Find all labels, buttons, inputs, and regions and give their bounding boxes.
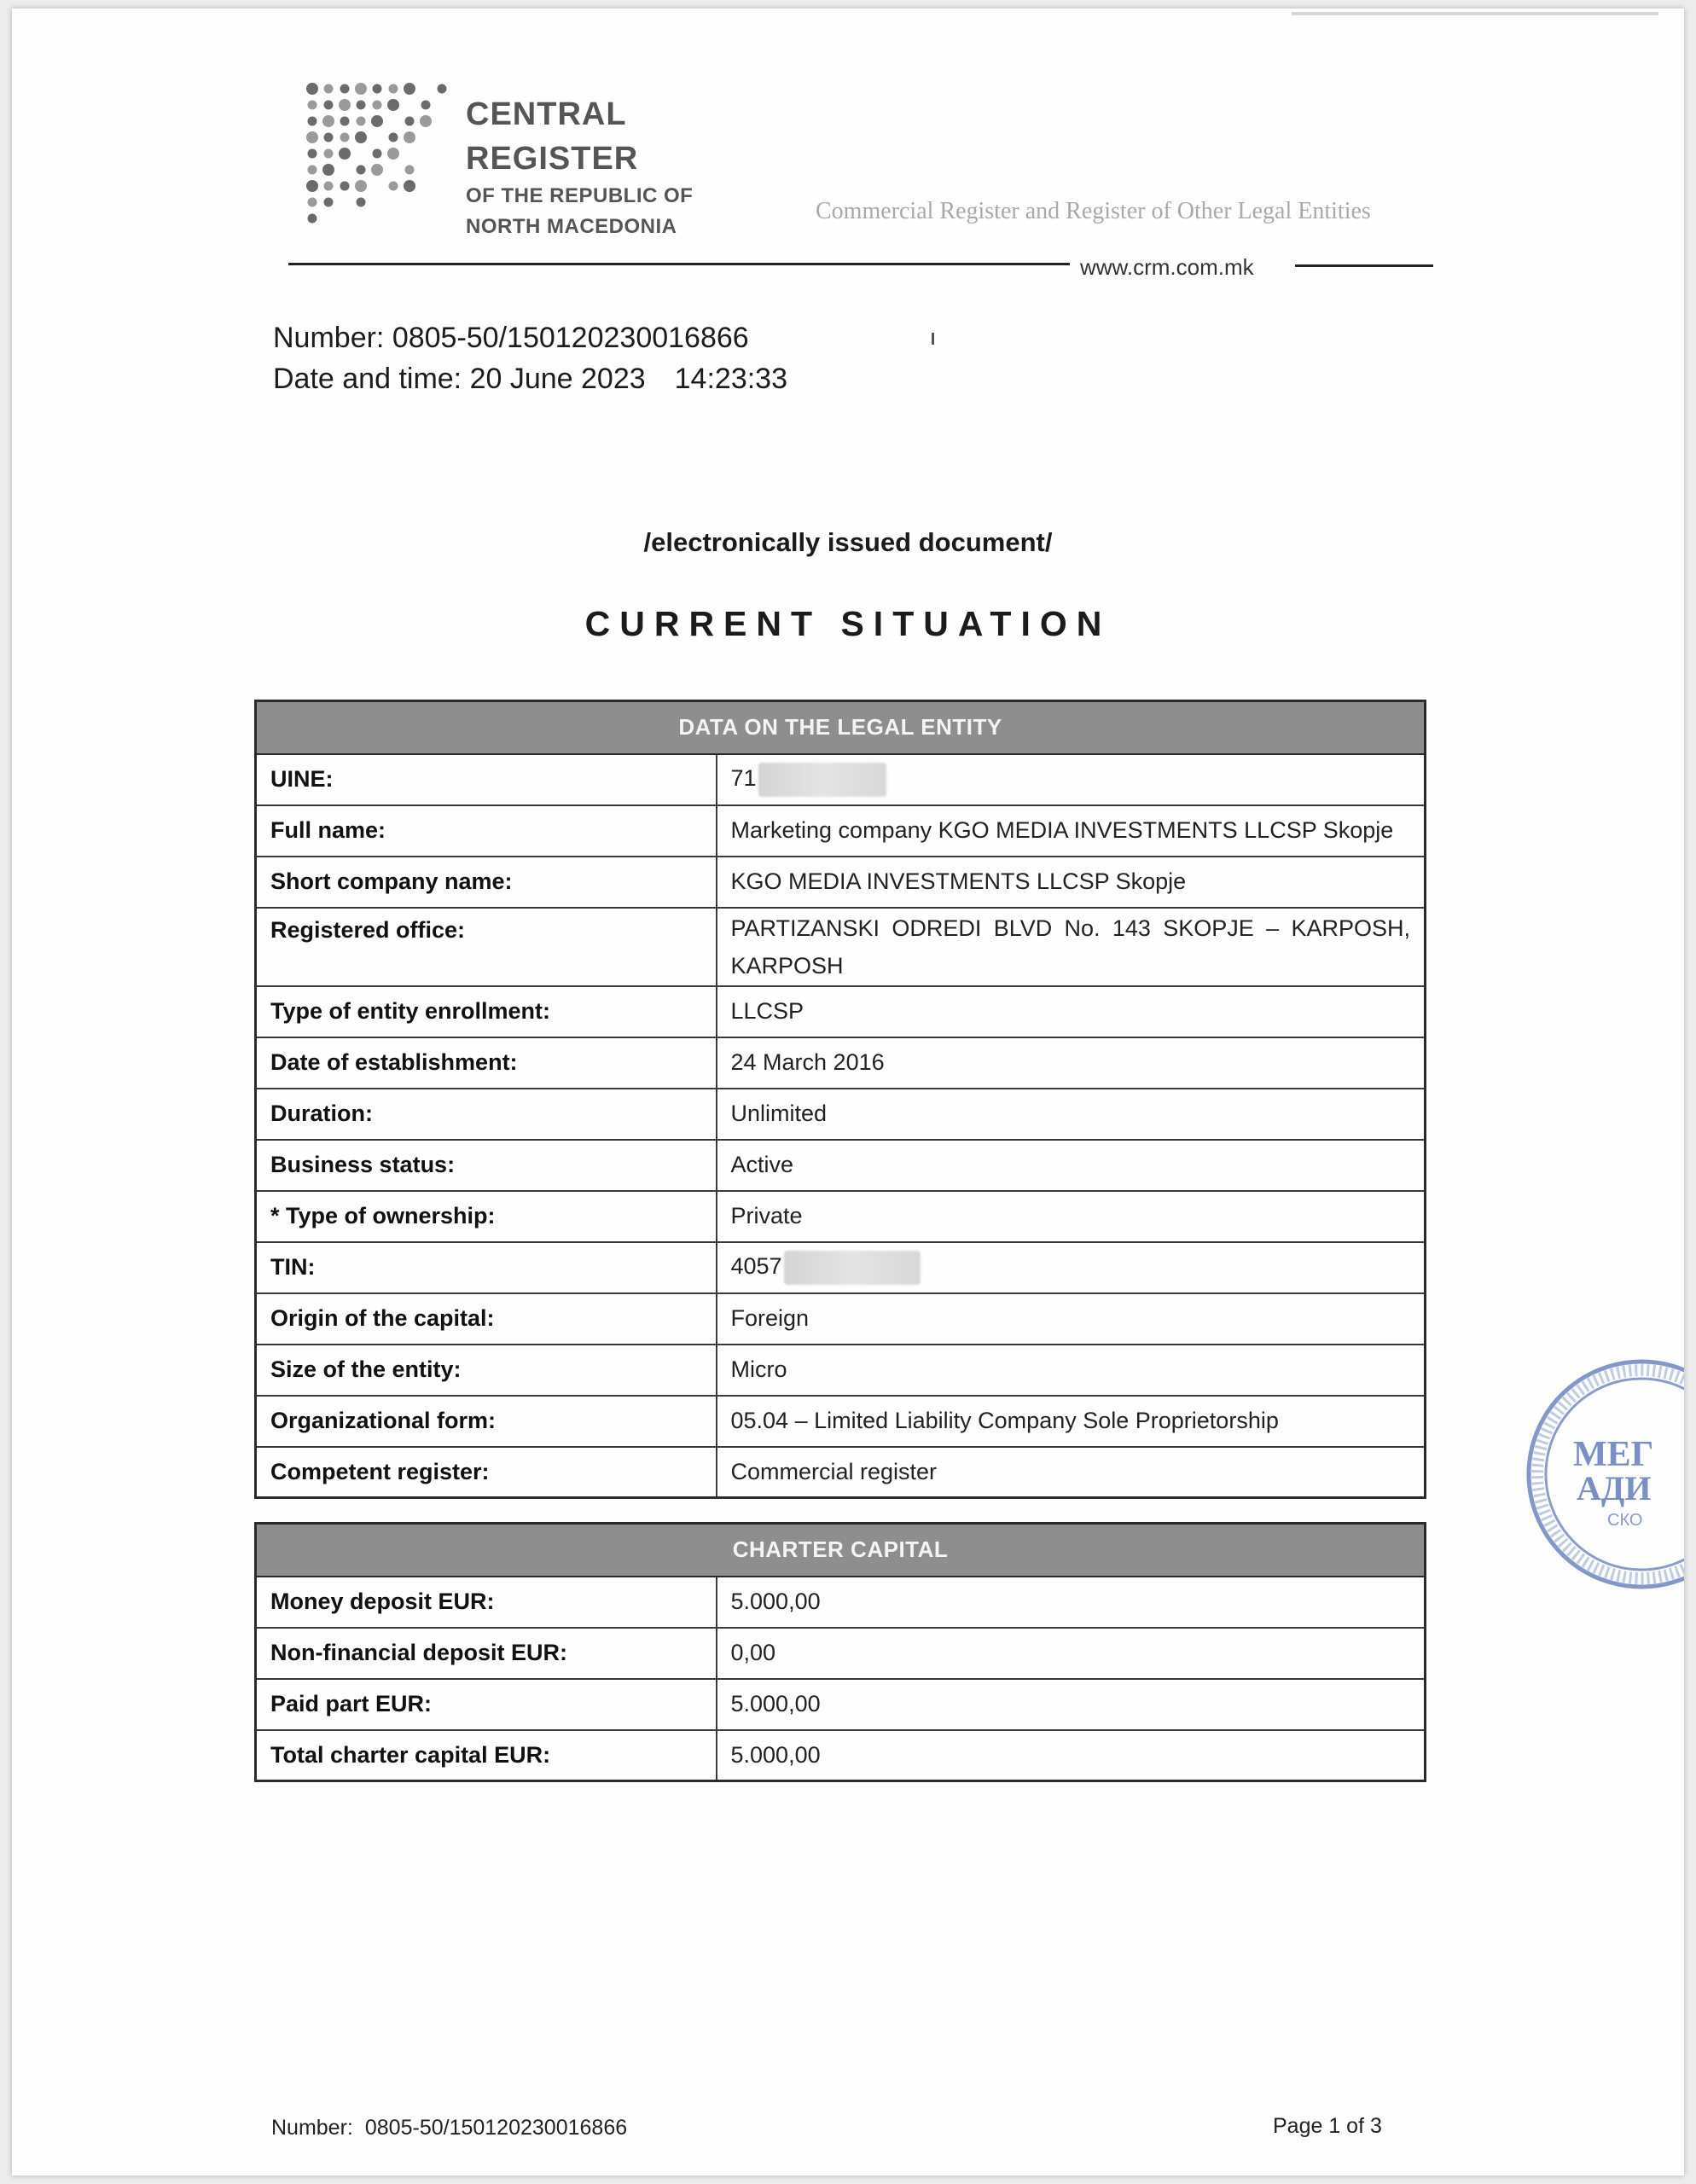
logo-dot: [357, 101, 366, 110]
table-row: [256, 754, 1426, 805]
logo-dot: [404, 180, 415, 192]
row-label: Duration:: [256, 1089, 717, 1140]
document-page: [12, 9, 1684, 2175]
legal-entity-table: [254, 700, 1426, 1499]
table-row: [256, 1345, 1426, 1396]
logo-dot: [308, 117, 317, 126]
logo-dot: [371, 115, 383, 127]
stamp-line-2: АДИ: [1577, 1469, 1652, 1507]
footer-number-label: Number:: [271, 2116, 353, 2140]
row-value: Active: [717, 1140, 1426, 1191]
row-value: Foreign: [717, 1293, 1426, 1345]
logo-dot: [324, 149, 334, 159]
row-value: Marketing company KGO MEDIA INVESTMENTS LLCSP Skopje: [717, 805, 1426, 857]
register-subtitle: Commercial Register and Register of Other Legal Entities: [816, 198, 1371, 224]
row-value: LLCSP: [717, 986, 1426, 1037]
redaction-blur: [758, 763, 886, 797]
logo-dot: [340, 117, 350, 126]
reference-datetime: [273, 358, 787, 399]
logo-dot: [404, 83, 415, 95]
logo-dot: [373, 101, 382, 110]
footer-number-value: 0805-50/150120230016866: [364, 2116, 628, 2140]
logo-dot: [405, 117, 415, 126]
logo-dot: [306, 180, 318, 192]
row-label: Origin of the capital:: [256, 1293, 717, 1345]
table-row: [256, 805, 1426, 857]
scan-edge-line: [1292, 12, 1658, 15]
stamp-line-3: СКО: [1607, 1511, 1643, 1530]
logo-dot: [389, 182, 398, 191]
footer-number: [271, 2116, 627, 2140]
row-value: 05.04 – Limited Liability Company Sole Proprietorship: [717, 1396, 1426, 1447]
row-label: Business status:: [256, 1140, 717, 1191]
row-label: Short company name:: [256, 857, 717, 908]
logo-dot: [389, 133, 398, 142]
table-row: [256, 1679, 1426, 1730]
logo-dot: [387, 99, 399, 111]
logo-dot: [308, 166, 317, 175]
tin-value: 4057: [730, 1252, 782, 1279]
row-value: [717, 754, 1426, 805]
logo-dot: [357, 117, 366, 126]
logo-dot: [355, 83, 367, 95]
header-divider: [288, 263, 1070, 265]
logo-dot: [373, 149, 382, 159]
table-row: [256, 1447, 1426, 1498]
row-value: KGO MEDIA INVESTMENTS LLCSP Skopje: [717, 857, 1426, 908]
logo-dot: [371, 164, 383, 176]
organization-name: CENTRAL REGISTER OF THE REPUBLIC OF NORTH MACEDONIA: [466, 96, 694, 238]
row-label: Size of the entity:: [256, 1345, 717, 1396]
electronic-note: /electronically issued document/: [643, 527, 1053, 557]
table-row: [256, 1730, 1426, 1781]
logo-dot: [322, 115, 334, 127]
table-row: [256, 1396, 1426, 1447]
reference-date: Date and time: 20 June 2023: [273, 363, 646, 395]
uine-value: 71: [730, 764, 757, 791]
logo-dot: [308, 149, 317, 159]
scan-artifact: [932, 333, 934, 345]
official-stamp-icon: [1513, 1355, 1684, 1594]
reference-number: Number: 0805-50/150120230016866: [273, 322, 749, 354]
logo-dot: [373, 84, 382, 94]
row-value: 5.000,00: [717, 1577, 1426, 1628]
logo-dot: [340, 133, 350, 142]
redaction-blur: [784, 1251, 921, 1285]
logo-dot: [355, 131, 367, 143]
row-label: Date of establishment:: [256, 1037, 717, 1089]
row-label: TIN:: [256, 1242, 717, 1293]
table-row: [256, 1140, 1426, 1191]
logo-dot: [340, 182, 350, 191]
charter-capital-table: [254, 1522, 1426, 1782]
stamp-line-1: МЕГ: [1573, 1435, 1654, 1474]
logo-dot: [324, 182, 334, 191]
row-value: 5.000,00: [717, 1679, 1426, 1730]
logo-dot: [308, 198, 317, 207]
logo-dot: [355, 180, 367, 192]
reference-time: 14:23:33: [674, 363, 787, 395]
row-value: 0,00: [717, 1628, 1426, 1679]
row-label: UINE:: [256, 754, 717, 805]
logo-dot: [404, 131, 415, 143]
logo-dot: [339, 148, 351, 160]
table-row: [256, 1628, 1426, 1679]
row-value: Commercial register: [717, 1447, 1426, 1498]
logo-dot: [340, 84, 350, 94]
page-indicator: Page 1 of 3: [1273, 2114, 1382, 2138]
table-row: [256, 1191, 1426, 1242]
website-url: www.crm.com.mk: [1080, 254, 1254, 280]
row-value: Private: [717, 1191, 1426, 1242]
logo-dot: [306, 83, 318, 95]
logo-dot: [421, 101, 431, 110]
logo-dot: [308, 101, 317, 110]
logo-dot: [324, 198, 334, 207]
logo-dot: [357, 166, 366, 175]
row-label: Total charter capital EUR:: [256, 1730, 717, 1781]
logo-dot: [339, 99, 351, 111]
row-value: [717, 1242, 1426, 1293]
logo-dot: [405, 166, 415, 175]
logo-dot: [387, 148, 399, 160]
legal-entity-heading: DATA ON THE LEGAL ENTITY: [256, 701, 1426, 754]
row-label: Non-financial deposit EUR:: [256, 1628, 717, 1679]
table-row: [256, 908, 1426, 986]
row-value: PARTIZANSKI ODREDI BLVD No. 143 SKOPJE – KARPOSH, KARPOSH: [717, 908, 1426, 986]
row-label: Paid part EUR:: [256, 1679, 717, 1730]
row-label: * Type of ownership:: [256, 1191, 717, 1242]
logo-dot: [420, 115, 432, 127]
table-row: [256, 1293, 1426, 1345]
row-value: 24 March 2016: [717, 1037, 1426, 1089]
logo-dot: [389, 84, 398, 94]
logo-dot: [357, 198, 366, 207]
row-label: Full name:: [256, 805, 717, 857]
row-label: Type of entity enrollment:: [256, 986, 717, 1037]
logo-dot: [306, 131, 318, 143]
row-label: Competent register:: [256, 1447, 717, 1498]
table-row: [256, 1089, 1426, 1140]
row-value: Micro: [717, 1345, 1426, 1396]
document-title: CURRENT SITUATION: [584, 604, 1112, 643]
table-row: [256, 1577, 1426, 1628]
table-row: [256, 1037, 1426, 1089]
table-row: [256, 1242, 1426, 1293]
table-row: [256, 857, 1426, 908]
row-value: 5.000,00: [717, 1730, 1426, 1781]
central-register-logo-icon: [302, 78, 456, 232]
row-label: Money deposit EUR:: [256, 1577, 717, 1628]
logo-dot: [438, 84, 447, 94]
logo-dot: [324, 101, 334, 110]
logo-dot: [324, 84, 334, 94]
charter-capital-heading: CHARTER CAPITAL: [256, 1524, 1426, 1577]
header-divider-right: [1295, 264, 1433, 267]
logo-dot: [322, 164, 334, 176]
row-label: Organizational form:: [256, 1396, 717, 1447]
table-row: [256, 986, 1426, 1037]
reference-block: [273, 317, 787, 399]
row-value: Unlimited: [717, 1089, 1426, 1140]
row-label: Registered office:: [256, 908, 717, 986]
logo-dot: [308, 214, 317, 224]
logo-dot: [324, 133, 334, 142]
